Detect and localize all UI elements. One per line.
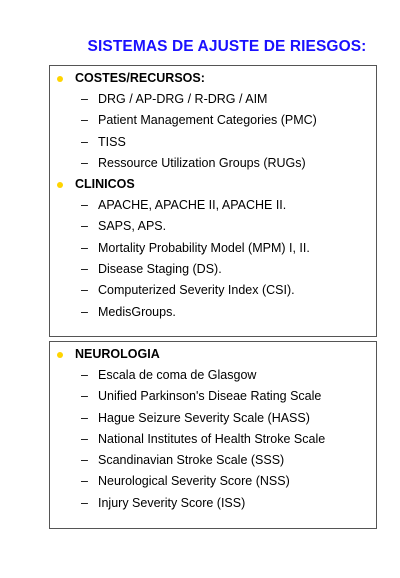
list-item: – APACHE, APACHE II, APACHE II. — [50, 195, 376, 216]
list-item: – Neurological Severity Score (NSS) — [50, 471, 376, 492]
dash-icon: – — [81, 262, 88, 277]
list-item: – TISS — [50, 132, 376, 153]
list-item: – Computerized Severity Index (CSI). — [50, 280, 376, 301]
section-heading: CLINICOS — [50, 174, 376, 195]
bullet-icon — [57, 182, 63, 188]
dash-icon: – — [81, 431, 88, 446]
list-item: – Disease Staging (DS). — [50, 259, 376, 280]
section-heading: COSTES/RECURSOS: — [50, 68, 376, 89]
list-item: – SAPS, APS. — [50, 216, 376, 237]
dash-icon: – — [81, 113, 88, 128]
list-item: – National Institutes of Health Stroke Scale — [50, 429, 376, 450]
dash-icon: – — [81, 155, 88, 170]
list-item: – DRG / AP-DRG / R-DRG / AIM — [50, 89, 376, 110]
list-item: – Patient Management Categories (PMC) — [50, 110, 376, 131]
dash-icon: – — [81, 283, 88, 298]
list-item: – MedisGroups. — [50, 302, 376, 323]
dash-icon: – — [81, 219, 88, 234]
dash-icon: – — [81, 134, 88, 149]
dash-icon: – — [81, 410, 88, 425]
section-clinicos — [50, 174, 376, 323]
list-item: – Injury Severity Score (ISS) — [50, 493, 376, 514]
section-heading: NEUROLOGIA — [50, 344, 376, 365]
list-item: – Escala de coma de Glasgow — [50, 365, 376, 386]
bullet-icon — [57, 76, 63, 82]
section-costes — [50, 68, 376, 174]
page-title: SISTEMAS DE AJUSTE DE RIESGOS: — [87, 38, 367, 55]
dash-icon: – — [81, 495, 88, 510]
list-item: – Ressource Utilization Groups (RUGs) — [50, 153, 376, 174]
dash-icon: – — [81, 92, 88, 106]
dash-icon: – — [81, 453, 88, 468]
list-item: – Mortality Probability Model (MPM) I, II. — [50, 238, 376, 259]
list-item: – Scandinavian Stroke Scale (SSS) — [50, 450, 376, 471]
list-item: – Unified Parkinson's Diseae Rating Scale — [50, 386, 376, 407]
dash-icon: – — [81, 474, 88, 489]
section-neurologia — [50, 344, 376, 514]
dash-icon: – — [81, 368, 88, 382]
dash-icon: – — [81, 304, 88, 319]
costs-clinical-box — [49, 65, 377, 337]
dash-icon: – — [81, 198, 88, 213]
dash-icon: – — [81, 389, 88, 404]
neurology-box — [49, 341, 377, 529]
list-item: – Hague Seizure Severity Scale (HASS) — [50, 408, 376, 429]
bullet-icon — [57, 352, 63, 358]
dash-icon: – — [81, 240, 88, 255]
